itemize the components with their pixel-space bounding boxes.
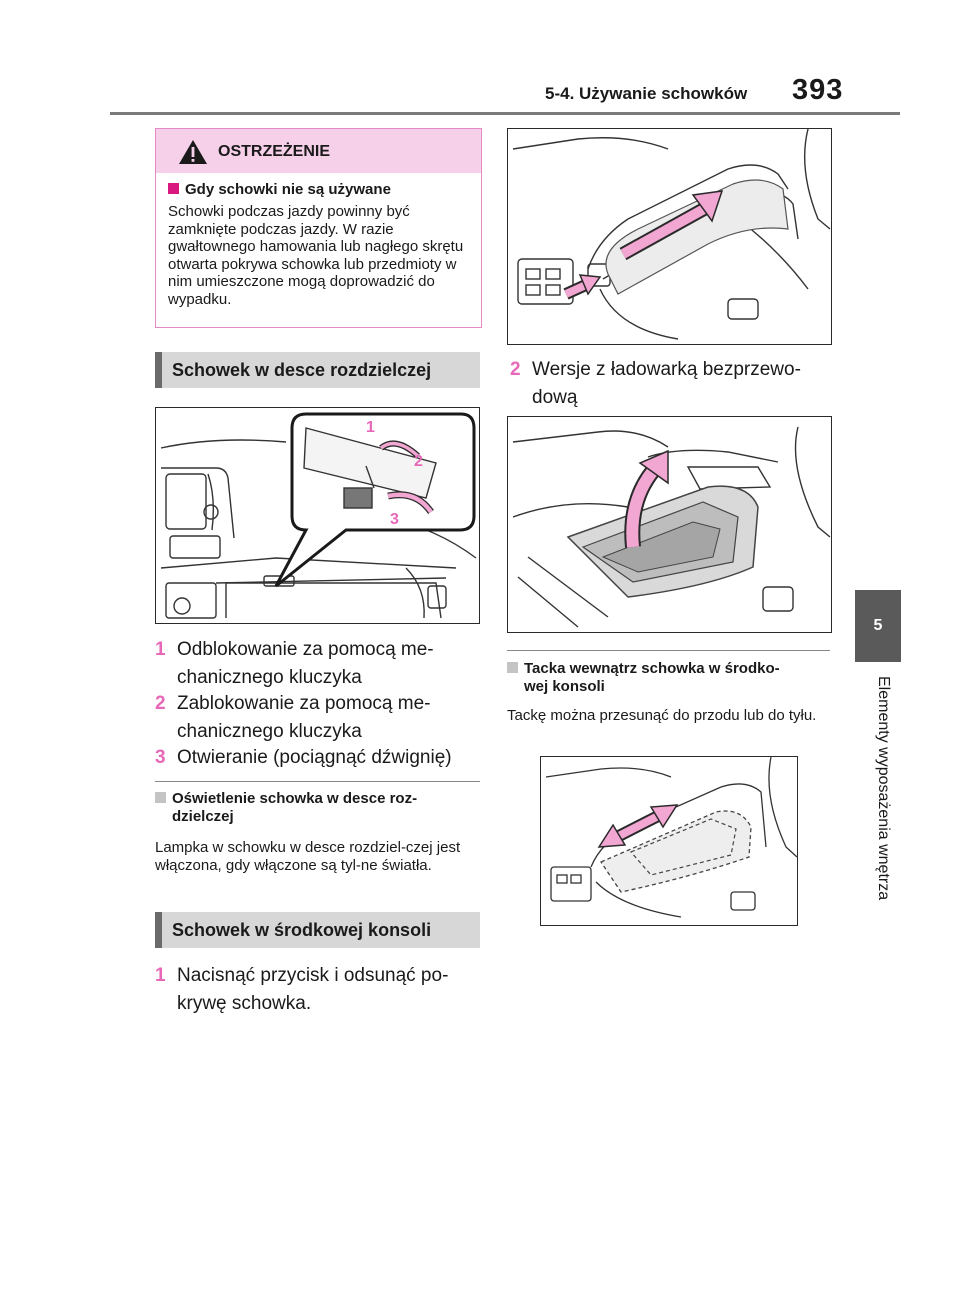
divider bbox=[155, 781, 480, 782]
divider bbox=[507, 650, 830, 651]
header-divider bbox=[110, 112, 900, 115]
console-step-2: 2 Wersje z ładowarką bezprzewo- dową bbox=[510, 359, 801, 408]
section-heading-glovebox: Schowek w desce rozdzielczej bbox=[155, 352, 480, 388]
console-tray-illustration bbox=[540, 756, 798, 926]
warning-title: OSTRZEŻENIE bbox=[218, 143, 331, 160]
warning-body: Schowki podczas jazdy powinny być zamknięte podczas jazdy. W razie gwałtownego hamowania lub nagłego skrętu otwarta pokrywa schowka lub przedmioty w nim umieszczone mogą doprowadzić do wypadku. bbox=[168, 203, 464, 308]
glovebox-drawing bbox=[156, 408, 479, 623]
bullet-square-icon bbox=[155, 792, 166, 803]
callout-1: 1 bbox=[366, 419, 375, 436]
glovebox-illustration bbox=[155, 407, 480, 624]
wireless-charger-drawing bbox=[508, 417, 831, 632]
warning-box bbox=[155, 128, 482, 328]
chapter-tab: 5 bbox=[855, 590, 901, 662]
warning-header bbox=[156, 129, 481, 173]
glovebox-step-2: 2 Zablokowanie za pomocą me- chanicznego kluczyka bbox=[155, 693, 431, 742]
glovebox-step-1: 1 Odblokowanie za pomocą me- chanicznego kluczyka bbox=[155, 639, 434, 688]
console-open-illustration bbox=[507, 128, 832, 345]
wireless-charger-illustration bbox=[507, 416, 832, 633]
section-heading-console: Schowek w środkowej konsoli bbox=[155, 912, 480, 948]
subtitle-glovebox-light: Oświetlenie schowka w desce roz- dzielczej bbox=[155, 790, 485, 826]
console-step-1: 1 Nacisnąć przycisk i odsunąć po- krywę schowka. bbox=[155, 965, 449, 1014]
subtitle-console-tray: Tacka wewnątrz schowka w środko- wej konsoli bbox=[507, 660, 847, 696]
console-tray-text: Tackę można przesunąć do przodu lub do tyłu. bbox=[507, 707, 817, 724]
warning-triangle-icon bbox=[178, 139, 208, 165]
callout-2: 2 bbox=[414, 453, 423, 470]
console-tray-drawing bbox=[541, 757, 797, 925]
section-title: 5-4. Używanie schowków bbox=[545, 84, 748, 103]
page-number: 393 bbox=[792, 74, 844, 106]
glovebox-light-text: Lampka w schowku w desce rozdziel-czej jest włączona, gdy włączone są tyl-ne światła. bbox=[155, 839, 461, 874]
glovebox-step-3: 3 Otwieranie (pociągnąć dźwignię) bbox=[155, 747, 452, 768]
warning-subtitle: Gdy schowki nie są używane bbox=[168, 181, 391, 198]
bullet-square-icon bbox=[507, 662, 518, 673]
callout-3: 3 bbox=[390, 511, 399, 528]
console-open-drawing bbox=[508, 129, 831, 344]
bullet-square-icon bbox=[168, 183, 179, 194]
chapter-label: Elementy wyposażenia wnętrza bbox=[875, 676, 892, 901]
